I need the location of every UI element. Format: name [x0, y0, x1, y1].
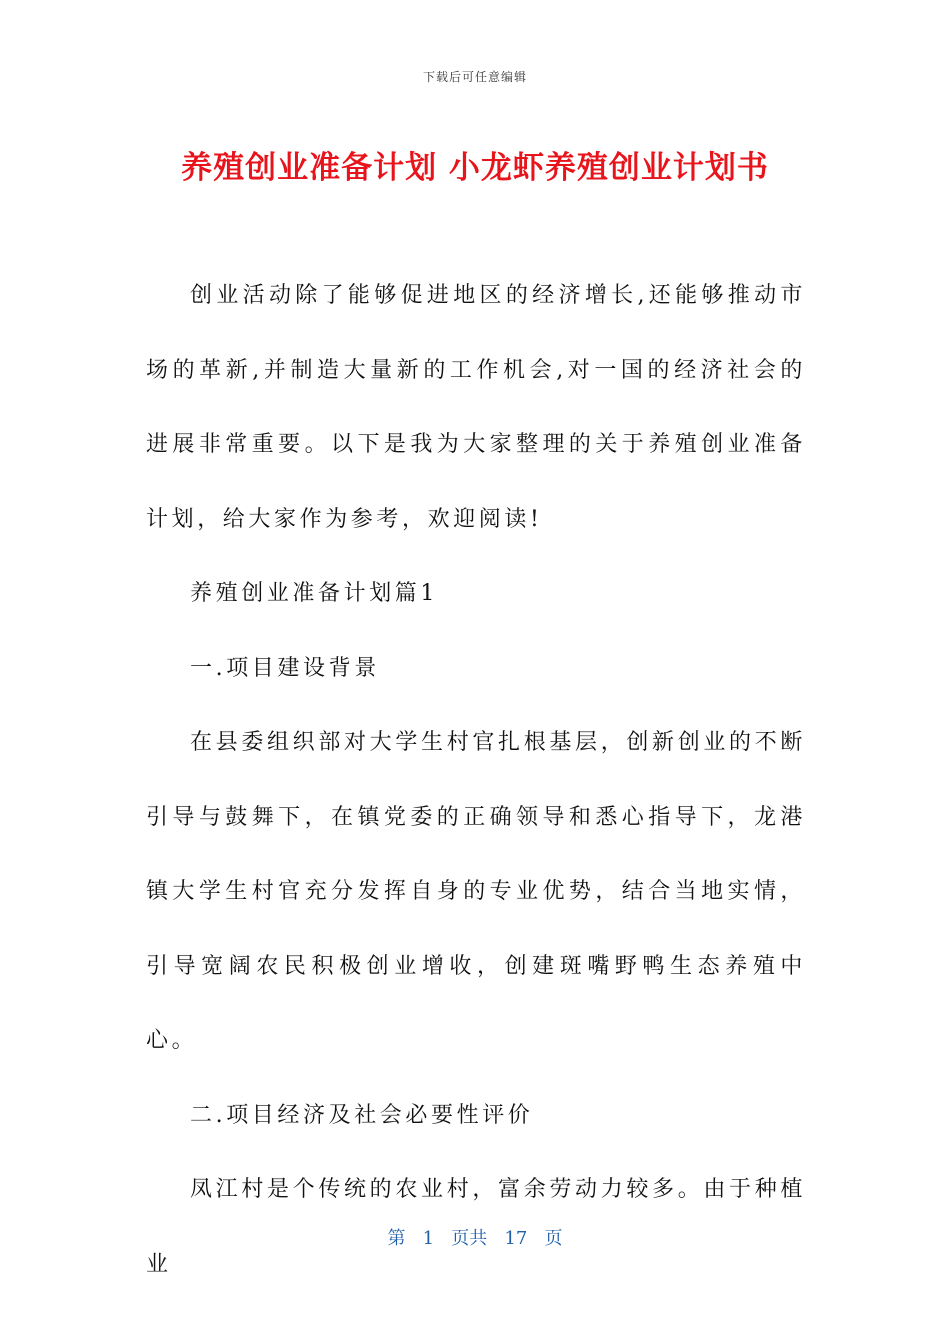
footer-suffix: 页 [544, 1228, 563, 1249]
page-footer [0, 1224, 950, 1250]
background-paragraph: 在县委组织部对大学生村官扎根基层，创新创业的不断引导与鼓舞下，在镇党委的正确领导和悉心指导下，龙港镇大学生村官充分发挥自身的专业优势，结合当地实情，引导宽阔农民积极创业增收，创建斑嘴野鸭生态养殖中心。 [146, 730, 806, 1053]
footer-middle: 页共 [451, 1228, 488, 1249]
footer-prefix: 第 [387, 1228, 406, 1249]
section-heading-background: 一.项目建设背景 [190, 655, 380, 681]
header-note: 下载后可任意编辑 [422, 70, 527, 84]
section-heading-evaluation: 二.项目经济及社会必要性评价 [190, 1102, 534, 1128]
section-heading-plan-1: 养殖创业准备计划篇1 [190, 581, 438, 606]
document-body [146, 259, 806, 1302]
total-page-count: 17 [504, 1228, 528, 1249]
current-page-number: 1 [422, 1228, 435, 1249]
intro-paragraph: 创业活动除了能够促进地区的经济增长,还能够推动市场的革新,并制造大量新的工作机会,对一国的经济社会的进展非常重要。以下是我为大家整理的关于养殖创业准备计划，给大家作为参考，欢迎阅读! [146, 283, 806, 532]
document-title: 养殖创业准备计划 小龙虾养殖创业计划书 [181, 150, 769, 186]
evaluation-paragraph: 凤江村是个传统的农业村，富余劳动力较多。由于种植业 [146, 1177, 806, 1277]
